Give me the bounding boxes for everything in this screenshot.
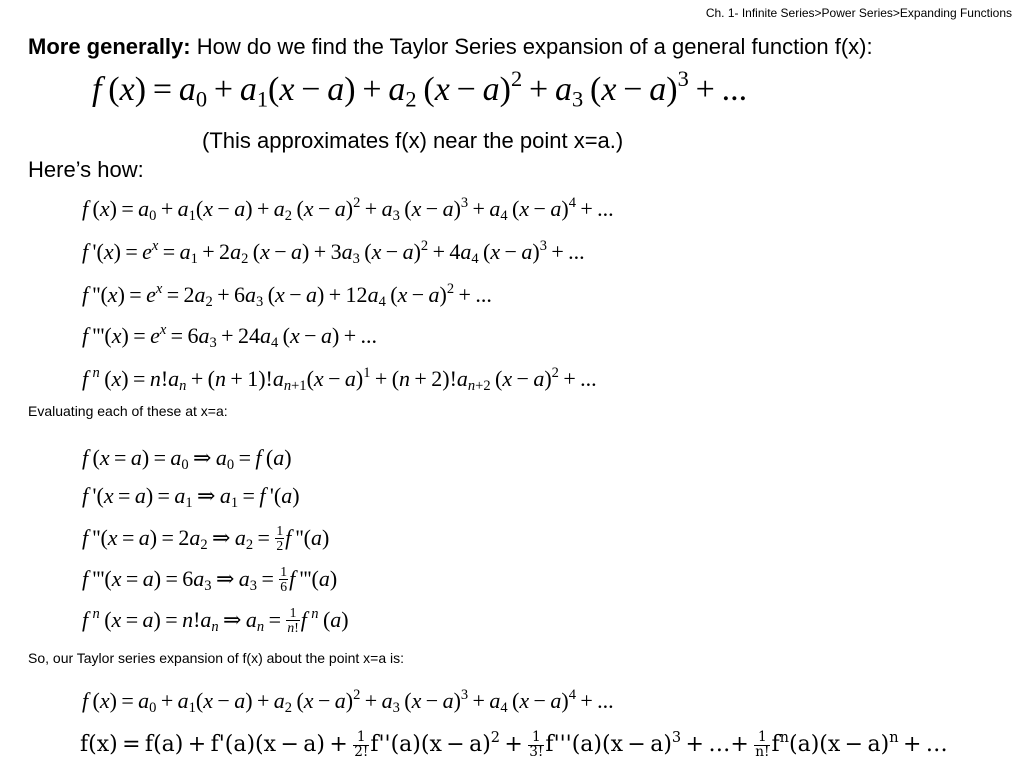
heading-text: How do we find the Taylor Series expansion of a general function f(x): [190, 34, 873, 59]
derivative-eq-0: f $(x) = a_0 + a_1(x - a) + a_2$ $(x - a)^2 + a_3$ $(x - a)^3 + a_4$ $(x - a)^4$ + ... [82, 195, 614, 225]
derivative-eq-3: f '''$(x) = e^x = 6a_3 + 24a_4$ (x − a) + ... [82, 322, 378, 352]
evaluation-eq-3: f '''$(x = a) = 6a_3$ ⇒ $a_3$ = $\frac{1}{6}$ f '''(a) [82, 564, 338, 594]
breadcrumb: Ch. 1- Infinite Series>Power Series>Expanding Functions [705, 6, 1012, 20]
evaluation-eq-0: f $(x = a) = a_0$ ⇒ $a_0 = f$ (a) [82, 445, 292, 474]
page-heading [28, 34, 873, 60]
evaluating-label: Evaluating each of these at x=a: [28, 403, 228, 419]
main-series-equation: f $(x) = a_0 + a_1(x - a) + a_2$ $(x - a)^2 + a_3$ $(x - a)^3$ + ... [92, 66, 748, 112]
taylor-series-equation: f(x) = f(a) + f'(a)(x − a) + $\frac{1}{2!}$ $f''(a)(x - a)^2$ + $\frac{1}{3!}$ $f'''(a)(x - a)^3$ + …+ $\frac{1}{n!}$ $f^n(a)(x - a)^n$ + … [80, 729, 948, 760]
derivative-eq-2: f ''$(x) = e^x = 2a_2 + 6a_3$ $(x - a) + 12a_4$ $(x - a)^2$ + ... [82, 281, 492, 311]
evaluation-eq-n: f $^n$ $(x = a) = n!a_n$ ⇒ $a_n$ = $\frac{1}{n!}$ f $^n$ (a) [82, 605, 349, 635]
heading-bold: More generally: [28, 34, 191, 59]
final-series-equation: f $(x) = a_0 + a_1(x - a) + a_2$ $(x - a)^2 + a_3$ $(x - a)^3 + a_4$ $(x - a)^4$ + ... [82, 687, 614, 717]
evaluation-eq-1: f '$(x = a) = a_1$ ⇒ $a_1 = f$ '(a) [82, 483, 300, 512]
heres-how-label: Here’s how: [28, 157, 144, 182]
derivative-eq-1: f '$(x) = e^x = a_1 + 2a_2$ $(x - a) + 3a_3$ $(x - a)^2 + 4a_4$ $(x - a)^3$ + ... [82, 238, 585, 268]
approximation-note: (This approximates f(x) near the point x=a.) [202, 128, 624, 153]
derivative-eq-n: f $^n$ $(x) = n!a_n + (n + 1)!a_{n+1}(x - a)^1 + (n + 2)!a_{n+2}$ $(x - a)^2$ + ... [82, 365, 597, 395]
so-label: So, our Taylor series expansion of f(x) about the point x=a is: [28, 650, 405, 666]
evaluation-eq-2: f ''$(x = a) = 2a_2$ ⇒ $a_2$ = $\frac{1}{2}$ f ''(a) [82, 523, 330, 553]
